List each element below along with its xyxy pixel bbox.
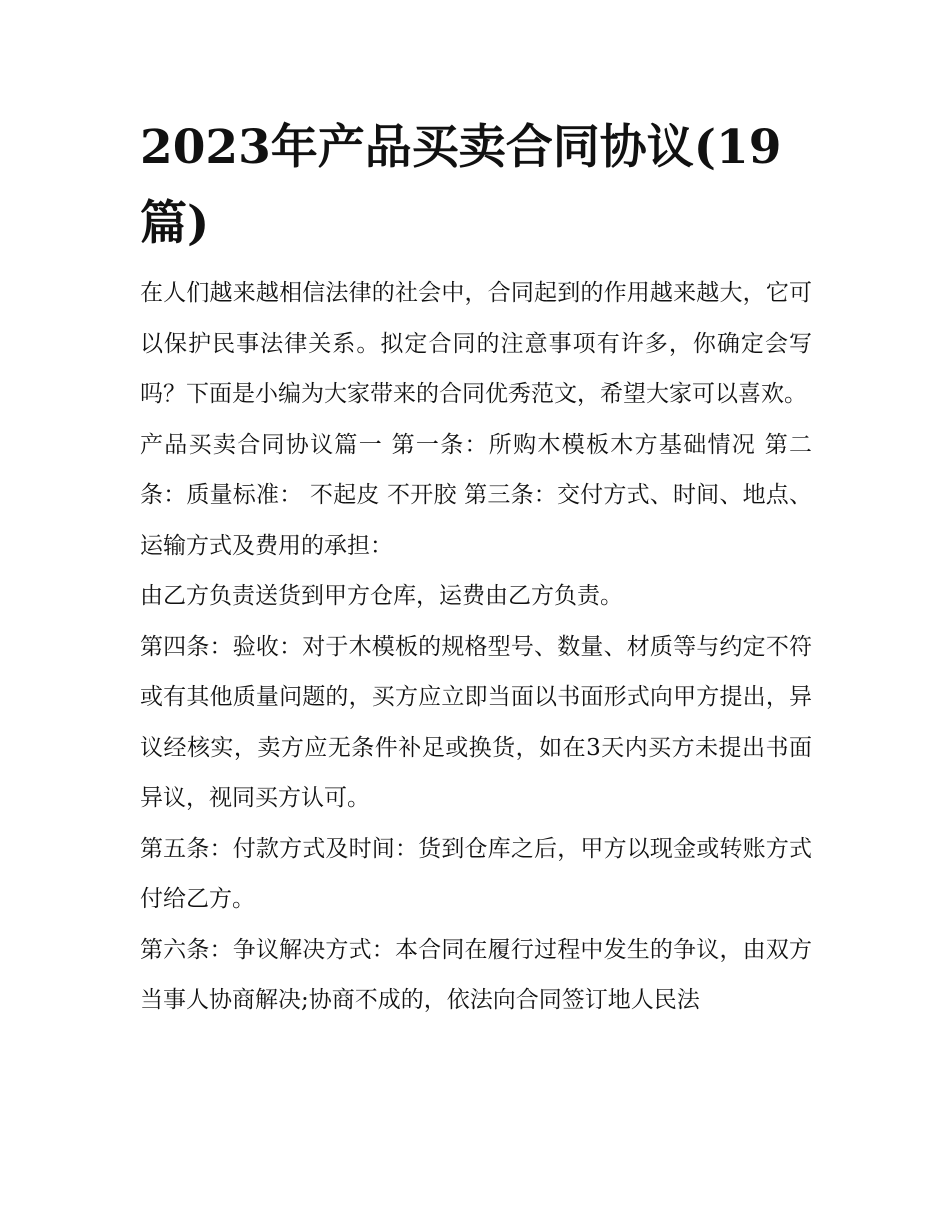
paragraph-article-4: 第四条：验收：对于木模板的规格型号、数量、材质等与约定不符或有其他质量问题的，买方应立即当面以书面形式向甲方提出，异议经核实，卖方应无条件补足或换货，如在3天内买方未提出书面异议，视同买方认可。 xyxy=(140,633,812,811)
paragraph-intro: 在人们越来越相信法律的社会中，合同起到的作用越来越大，它可以保护民事法律关系。拟定合同的注意事项有许多，你确定会写吗？下面是小编为大家带来的合同优秀范文，希望大家可以喜欢。 xyxy=(140,280,812,407)
paragraph-article-1-3: 产品买卖合同协议篇一 第一条：所购木模板木方基础情况 第二条：质量标准： 不起皮 不开胶 第三条：交付方式、时间、地点、运输方式及费用的承担： xyxy=(140,431,812,559)
paragraph-article-5: 第五条：付款方式及时间：货到仓库之后，甲方以现金或转账方式付给乙方。 xyxy=(140,835,812,912)
paragraph-delivery: 由乙方负责送货到甲方仓库，运费由乙方负责。 xyxy=(140,583,623,609)
document-page xyxy=(140,110,812,1026)
paragraph-article-6: 第六条：争议解决方式：本合同在履行过程中发生的争议，由双方当事人协商解决;协商不成的，依法向合同签订地人民法 xyxy=(140,936,812,1013)
document-title: 2023年产品买卖合同协议(19篇) xyxy=(140,120,782,251)
